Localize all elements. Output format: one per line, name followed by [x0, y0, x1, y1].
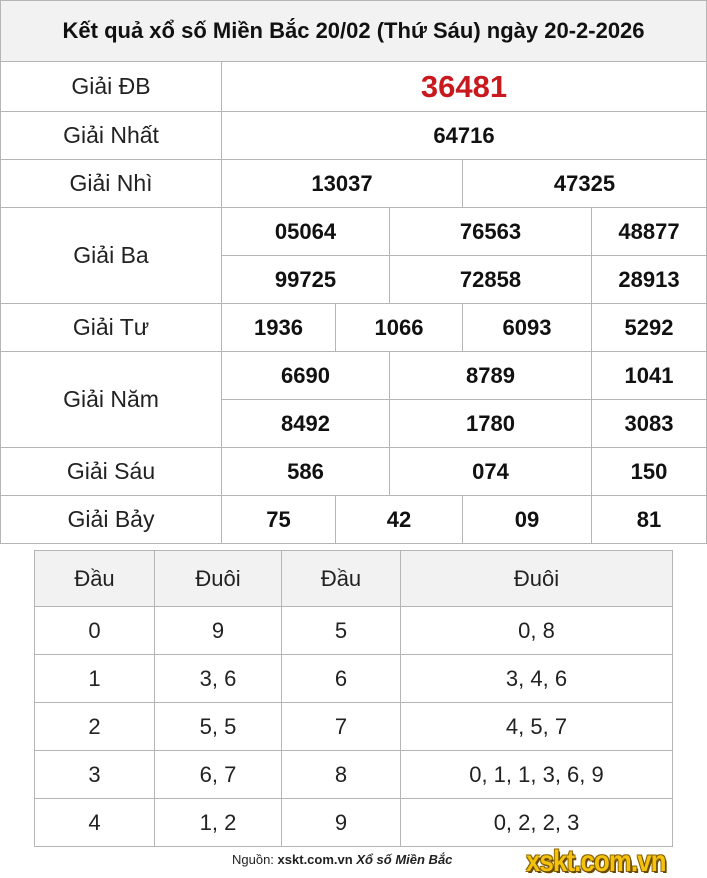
table-row: [35, 655, 673, 703]
prize-number: 1780: [390, 400, 592, 448]
source-footer: [232, 852, 452, 867]
prize-number: 48877: [592, 208, 707, 256]
prize-number: 28913: [592, 256, 707, 304]
loto-cell: 3, 6: [155, 655, 282, 703]
loto-cell: 2: [35, 703, 155, 751]
prize-label-sau: Giải Sáu: [1, 448, 222, 496]
loto-cell: 9: [155, 607, 282, 655]
loto-cell: 0, 8: [401, 607, 673, 655]
loto-cell: 7: [282, 703, 401, 751]
prize-number: 99725: [222, 256, 390, 304]
prize-number: 75: [222, 496, 336, 544]
prize-number: 5292: [592, 304, 707, 352]
prize-number: 09: [463, 496, 592, 544]
loto-cell: 0, 2, 2, 3: [401, 799, 673, 847]
site-logo: xskt.com.vn: [526, 845, 666, 878]
prize-number: 6093: [463, 304, 592, 352]
loto-header-dau: Đầu: [35, 551, 155, 607]
prize-number: 47325: [463, 160, 707, 208]
prize-number: 8789: [390, 352, 592, 400]
loto-cell: 0, 1, 1, 3, 6, 9: [401, 751, 673, 799]
prize-number: 42: [336, 496, 463, 544]
prize-number: 3083: [592, 400, 707, 448]
prize-label-nhat: Giải Nhất: [1, 112, 222, 160]
prize-number: 1066: [336, 304, 463, 352]
prize-label-ba: Giải Ba: [1, 208, 222, 304]
loto-cell: 6, 7: [155, 751, 282, 799]
loto-cell: 9: [282, 799, 401, 847]
table-row: [35, 607, 673, 655]
prize-number: 8492: [222, 400, 390, 448]
prize-number: 586: [222, 448, 390, 496]
prize-label-bay: Giải Bảy: [1, 496, 222, 544]
loto-header-duoi: Đuôi: [155, 551, 282, 607]
prize-label-db: Giải ĐB: [1, 62, 222, 112]
page-title: Kết quả xổ số Miền Bắc 20/02 (Thứ Sáu) ngày 20-2-2026: [1, 1, 707, 62]
loto-header-duoi: Đuôi: [401, 551, 673, 607]
table-row: [35, 799, 673, 847]
prize-label-nhi: Giải Nhì: [1, 160, 222, 208]
prize-number: 72858: [390, 256, 592, 304]
loto-cell: 6: [282, 655, 401, 703]
loto-cell: 3, 4, 6: [401, 655, 673, 703]
prize-number: 150: [592, 448, 707, 496]
loto-table: [34, 550, 673, 847]
loto-cell: 5, 5: [155, 703, 282, 751]
prize-number: 64716: [222, 112, 707, 160]
loto-cell: 5: [282, 607, 401, 655]
loto-cell: 3: [35, 751, 155, 799]
table-row: [35, 751, 673, 799]
prize-number: 81: [592, 496, 707, 544]
table-row: [35, 703, 673, 751]
prize-number: 13037: [222, 160, 463, 208]
prize-number: 76563: [390, 208, 592, 256]
loto-cell: 8: [282, 751, 401, 799]
special-prize-number: 36481: [222, 62, 707, 112]
prize-number: 05064: [222, 208, 390, 256]
loto-cell: 1, 2: [155, 799, 282, 847]
loto-cell: 4, 5, 7: [401, 703, 673, 751]
prize-number: 074: [390, 448, 592, 496]
prize-number: 1041: [592, 352, 707, 400]
prize-label-nam: Giải Năm: [1, 352, 222, 448]
loto-cell: 0: [35, 607, 155, 655]
source-label: Nguồn:: [232, 852, 274, 867]
prize-label-tu: Giải Tư: [1, 304, 222, 352]
prize-number: 6690: [222, 352, 390, 400]
loto-cell: 1: [35, 655, 155, 703]
prize-number: 1936: [222, 304, 336, 352]
source-brand: Xổ số Miền Bắc: [356, 852, 453, 867]
loto-header-dau: Đầu: [282, 551, 401, 607]
loto-cell: 4: [35, 799, 155, 847]
source-site-link[interactable]: xskt.com.vn: [277, 852, 353, 867]
